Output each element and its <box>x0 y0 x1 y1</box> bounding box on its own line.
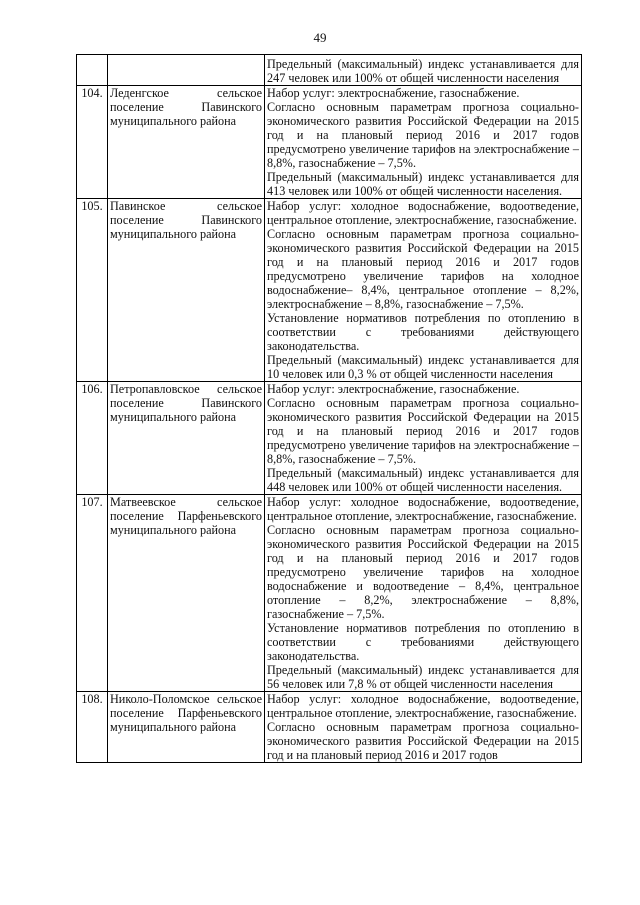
description-cell <box>265 495 582 692</box>
row-number-cell <box>77 55 108 86</box>
description-paragraph: Набор услуг: электроснабжение, газоснабжение. <box>267 382 520 396</box>
description-cell <box>265 382 582 495</box>
table-row <box>77 86 582 199</box>
description-paragraph: Предельный (максимальный) индекс устанавливается для 448 человек или 100% от общей численности населения. <box>267 466 579 494</box>
description-paragraph: Набор услуг: электроснабжение, газоснабжение. <box>267 86 520 100</box>
description-paragraph: Предельный (максимальный) индекс устанавливается для 413 человек или 100% от общей численности населения. <box>267 170 579 198</box>
description-cell <box>265 55 582 86</box>
description-paragraph: Согласно основным параметрам прогноза социально-экономического развития Российской Федерации на 2015 год и на плановый период 2016 и 2017 годов предусмотрено увеличение тарифов на холодное водоснабжение и водоотведение – 8,4%, центральное отопление – 8,2%, электроснабжение – 8,8%, газоснабжение – 7,5%. <box>267 523 579 621</box>
row-number: 104. <box>81 86 103 100</box>
municipality-name: Петропавловское сельское поселение Павинского муниципального района <box>110 382 262 424</box>
description-cell <box>265 86 582 199</box>
description-paragraph: Предельный (максимальный) индекс устанавливается для 56 человек или 7,8 % от общей численности населения <box>267 663 579 691</box>
description-cell <box>265 199 582 382</box>
row-number-cell <box>77 692 108 763</box>
row-number-cell <box>77 382 108 495</box>
description-paragraph: Согласно основным параметрам прогноза социально-экономического развития Российской Федерации на 2015 год и на плановый период 2016 и 2017 годов <box>267 720 579 762</box>
table-row-continuation <box>77 55 582 86</box>
municipality-name: Матвеевское сельское поселение Парфеньевского муниципального района <box>110 495 262 537</box>
municipality-name: Николо-Поломское сельское поселение Парфеньевского муниципального района <box>110 692 262 734</box>
row-number-cell <box>77 199 108 382</box>
municipality-name-cell <box>108 55 265 86</box>
row-number: 107. <box>81 495 103 509</box>
description-paragraph: Согласно основным параметрам прогноза социально-экономического развития Российской Федерации на 2015 год и на плановый период 2016 и 2017 годов предусмотрено увеличение тарифов на холодное водоснабжение– 8,4%, центральное отопление – 8,2%, электроснабжение – 8,8%, газоснабжение – 7,5%. <box>267 227 579 311</box>
description-paragraph: Предельный (максимальный) индекс устанавливается для 247 человек или 100% от общей численности населения <box>267 57 579 85</box>
row-number-cell <box>77 86 108 199</box>
municipality-name-cell <box>108 692 265 763</box>
municipality-name-cell <box>108 495 265 692</box>
municipality-name: Леденгское сельское поселение Павинского муниципального района <box>110 86 262 128</box>
municipality-name: Павинское сельское поселение Павинского муниципального района <box>110 199 262 241</box>
row-number: 106. <box>81 382 103 396</box>
municipality-name-cell <box>108 86 265 199</box>
table-row <box>77 495 582 692</box>
table-body <box>77 55 582 763</box>
description-paragraph: Согласно основным параметрам прогноза социально-экономического развития Российской Федерации на 2015 год и на плановый период 2016 и 2017 годов предусмотрено увеличение тарифов на электроснабжение – 8,8%, газоснабжение – 7,5%. <box>267 396 579 466</box>
table-row <box>77 382 582 495</box>
description-paragraph: Набор услуг: холодное водоснабжение, водоотведение, центральное отопление, электроснабжение, газоснабжение. <box>267 692 579 720</box>
row-number-cell <box>77 495 108 692</box>
row-number: 108. <box>81 692 103 706</box>
table-row <box>77 692 582 763</box>
municipality-name-cell <box>108 382 265 495</box>
description-paragraph: Согласно основным параметрам прогноза социально-экономического развития Российской Федерации на 2015 год и на плановый период 2016 и 2017 годов предусмотрено увеличение тарифов на электроснабжение – 8,8%, газоснабжение – 7,5%. <box>267 100 579 170</box>
description-paragraph: Набор услуг: холодное водоснабжение, водоотведение, центральное отопление, электроснабжение, газоснабжение. <box>267 495 579 523</box>
description-cell <box>265 692 582 763</box>
table-row <box>77 199 582 382</box>
description-paragraph: Набор услуг: холодное водоснабжение, водоотведение, центральное отопление, электроснабжение, газоснабжение. <box>267 199 579 227</box>
row-number: 105. <box>81 199 103 213</box>
page-number: 49 <box>313 30 327 45</box>
description-paragraph: Установление нормативов потребления по отоплению в соответствии с требованиями действующего законодательства. <box>267 311 579 353</box>
description-paragraph: Предельный (максимальный) индекс устанавливается для 10 человек или 0,3 % от общей численности населения <box>267 353 579 381</box>
municipality-name-cell <box>108 199 265 382</box>
description-paragraph: Установление нормативов потребления по отоплению в соответствии с требованиями действующего законодательства. <box>267 621 579 663</box>
municipalities-table <box>76 54 582 763</box>
